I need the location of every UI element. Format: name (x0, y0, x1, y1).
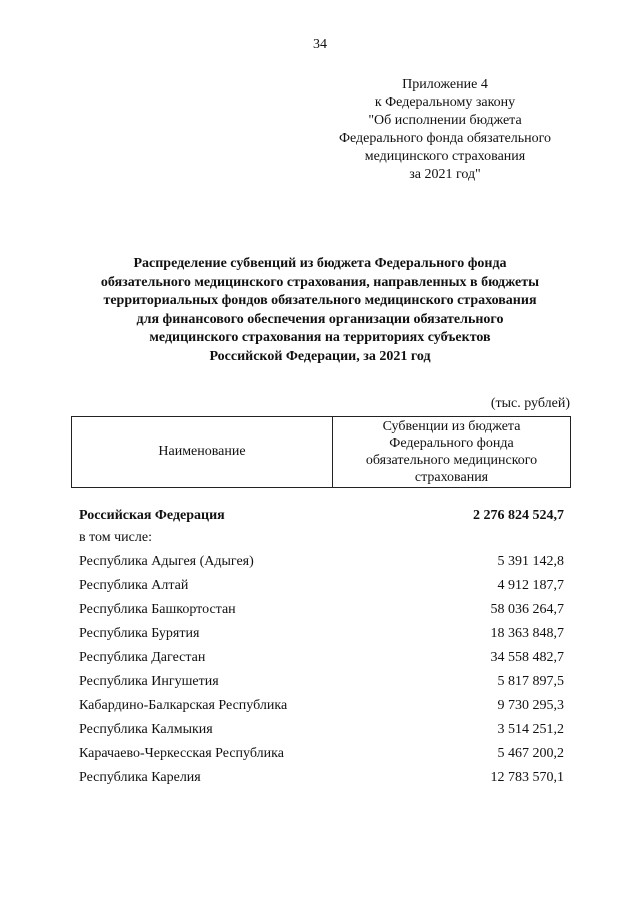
row-name: Республика Карелия (79, 770, 201, 785)
document-title (60, 255, 580, 366)
row-name: Российская Федерация (79, 508, 225, 523)
row-name: Республика Адыгея (Адыгея) (79, 554, 254, 569)
row-name: Республика Калмыкия (79, 722, 213, 737)
row-name: Республика Башкортостан (79, 602, 236, 617)
title-line: обязательного медицинского страхования, направленных в бюджеты (100, 274, 540, 290)
table-row (79, 745, 564, 769)
annex-line: "Об исполнении бюджета (368, 113, 522, 128)
table-body (79, 507, 564, 793)
row-name: Карачаево-Черкесская Республика (79, 746, 284, 761)
row-value: 5 817 897,5 (497, 674, 564, 689)
units-label: (тыс. рублей) (490, 396, 570, 411)
header-value-line: Субвенции из бюджета (382, 419, 521, 434)
row-name: Республика Бурятия (79, 626, 200, 641)
table-row (79, 721, 564, 745)
table-row (79, 673, 564, 697)
row-value: 58 036 264,7 (490, 602, 564, 617)
table-row (79, 625, 564, 649)
row-value: 3 514 251,2 (497, 722, 564, 737)
row-name: Кабардино-Балкарская Республика (79, 698, 288, 713)
title-line: медицинского страхования на территориях субъектов (149, 330, 491, 345)
annex-line: за 2021 год" (409, 167, 481, 182)
header-value-line: Федерального фонда (389, 436, 514, 451)
row-value: 12 783 570,1 (490, 770, 564, 785)
title-line: для финансового обеспечения организации обязательного (136, 311, 504, 327)
header-name-column: Наименование (72, 417, 333, 487)
row-name: Республика Алтай (79, 578, 189, 593)
row-name: Республика Ингушетия (79, 674, 219, 689)
table-row (79, 601, 564, 625)
row-value: 5 391 142,8 (497, 554, 564, 569)
row-value: 4 912 187,7 (497, 578, 564, 593)
row-value: 2 276 824 524,7 (473, 508, 564, 523)
table-row (79, 553, 564, 577)
table-row (79, 697, 564, 721)
table-row (79, 769, 564, 793)
page-number: 34 (313, 37, 327, 52)
row-value: 5 467 200,2 (497, 746, 564, 761)
table-row (79, 577, 564, 601)
header-value-line: обязательного медицинского (365, 453, 538, 468)
title-line: Распределение субвенций из бюджета Федерального фонда (133, 256, 507, 271)
annex-line: Приложение 4 (402, 77, 488, 92)
annex-line: к Федеральному закону (374, 95, 516, 110)
annex-line: Федерального фонда обязательного (338, 131, 552, 146)
row-value: 34 558 482,7 (490, 650, 564, 665)
annex-note (330, 76, 560, 184)
annex-line: медицинского страхования (364, 149, 526, 164)
header-value-column (333, 417, 570, 487)
subhead-label: в том числе: (79, 530, 152, 545)
table-header (71, 416, 571, 488)
header-value-line: страхования (414, 470, 489, 485)
subhead-row (79, 529, 564, 553)
title-line: Российской Федерации, за 2021 год (209, 348, 431, 364)
table-row (79, 649, 564, 673)
title-line: территориальных фондов обязательного медицинского страхования (103, 293, 537, 308)
total-row (79, 507, 564, 529)
row-value: 18 363 848,7 (490, 626, 564, 641)
row-name: Республика Дагестан (79, 650, 206, 665)
row-value: 9 730 295,3 (497, 698, 564, 713)
